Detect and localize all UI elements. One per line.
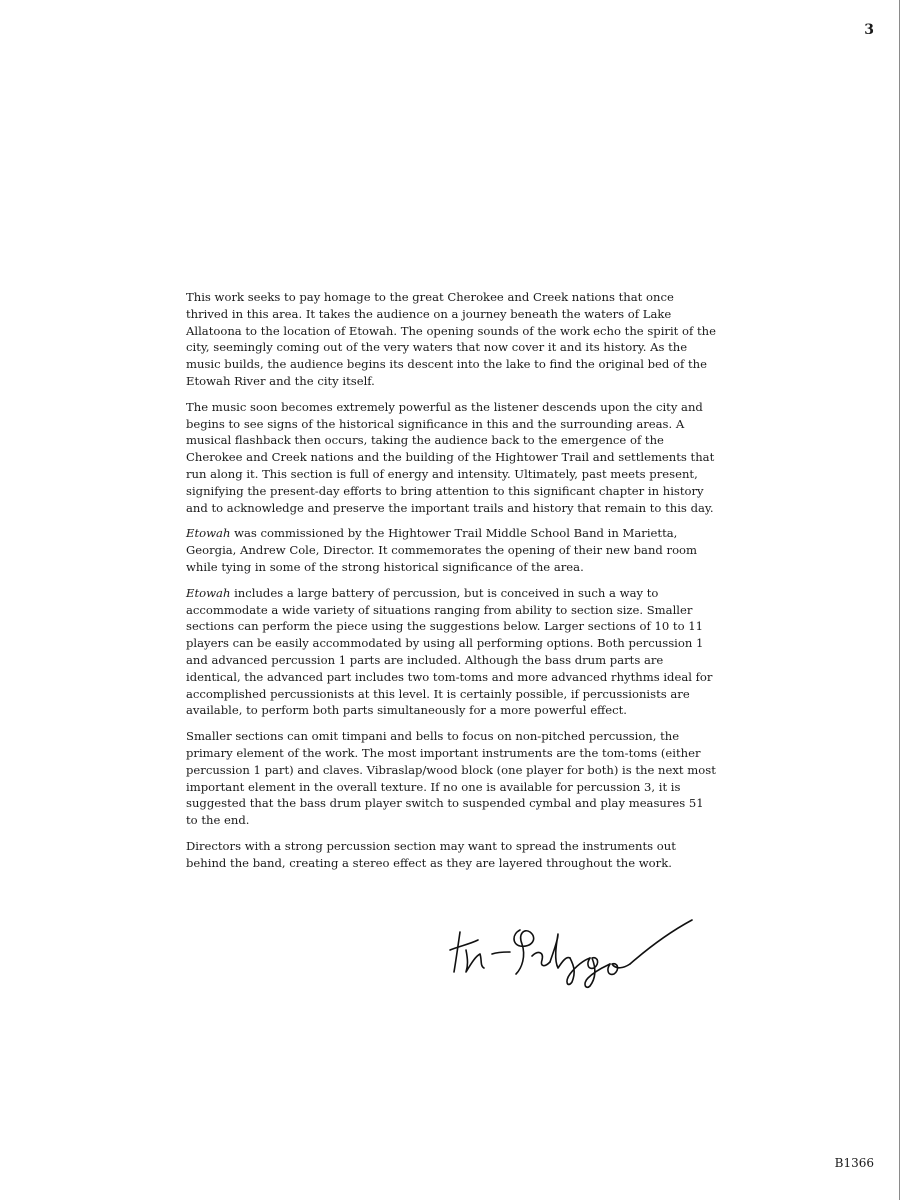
program-notes — [186, 289, 716, 881]
page-number: 3 — [864, 22, 874, 38]
work-title: Etowah — [186, 585, 231, 600]
paragraph-text: Directors with a strong percussion section may want to spread the instruments out behind the band, creating a stereo effect as they are layered throughout the work. — [186, 838, 676, 870]
paragraph-text: The music soon becomes extremely powerful as the listener descends upon the city and begins to see signs of the historical significance in this and the surrounding areas. A musical flashback then occurs, taking the audience back to the emergence of the Cherokee and Creek nations and the building of the Hightower Trail and settlements that run along it. This section is full of energy and intensity. Ultimately, past meets present, signifying the present-day efforts to bring attention to this significant chapter in history and to acknowledge and preserve the important trails and history that remain to this day. — [186, 399, 715, 515]
catalog-code: B1366 — [834, 1156, 874, 1170]
paragraph-music-description — [186, 399, 716, 517]
paragraph-text: This work seeks to pay homage to the great Cherokee and Creek nations that once thrived in this area. It takes the audience on a journey beneath the waters of Lake Allatoona to the location of Etowah. The opening sounds of the work echo the spirit of the city, seemingly coming out of the very waters that now cover it and its history. As the music builds, the audience begins its descent into the lake to find the original bed of the Etowah River and the city itself. — [186, 290, 716, 388]
handwritten-signature-icon — [446, 910, 696, 990]
paragraph-text: includes a large battery of percussion, but is conceived in such a way to accommodate a wide variety of situations ranging from ability to section size. Smaller sections can perform the piece using the suggestions below. Larger sections of 10 to 11 players can be easily accommodated by using all performing options. Both percussion 1 and advanced percussion 1 parts are included. Although the bass drum parts are identical, the advanced part includes two tom-toms and more advanced rhythms ideal for accomplished percussionists at this level. It is certainly possible, if percussionists are available, to perform both parts simultaneously for a more powerful effect. — [186, 585, 713, 718]
paragraph-percussion — [186, 585, 716, 719]
paragraph-text: Smaller sections can omit timpani and bells to focus on non-pitched percussion, the primary element of the work. The most important instruments are the tom-toms (either percussion 1 part) and claves. Vibraslap/wood block (one player for both) is the next most important element in the overall texture. If no one is available for percussion 3, it is suggested that the bass drum player switch to suspended cymbal and play measures 51 to the end. — [186, 729, 716, 828]
work-title: Etowah — [186, 526, 231, 541]
paragraph-directors — [186, 838, 716, 872]
paragraph-smaller-sections — [186, 728, 716, 829]
paragraph-text: was commissioned by the Hightower Trail Middle School Band in Marietta, Georgia, Andrew Cole, Director. It commemorates the opening of their new band room while tying in some of the strong historical significance of the area. — [186, 526, 698, 574]
paragraph-intro — [186, 289, 716, 390]
paragraph-commission — [186, 525, 716, 575]
